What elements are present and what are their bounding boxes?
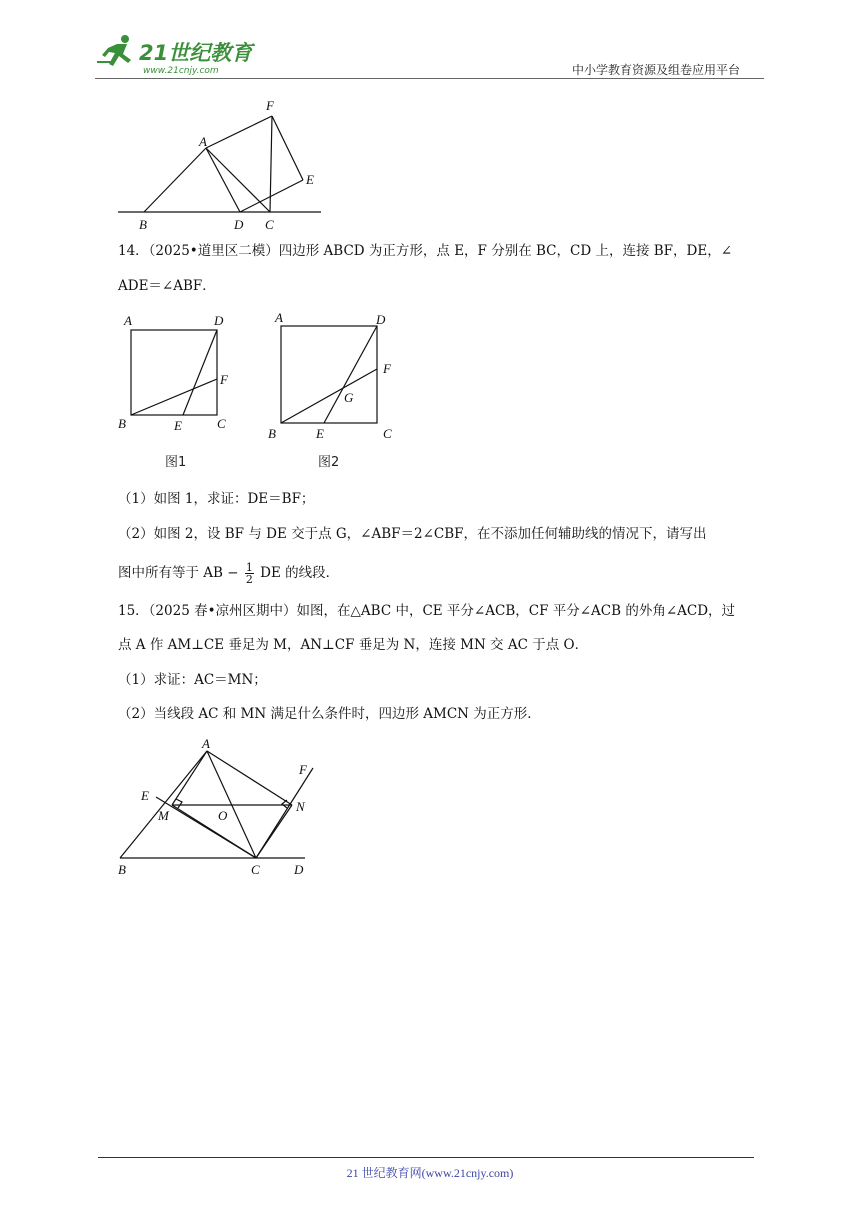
svg-text:D: D — [376, 312, 386, 327]
site-logo — [95, 32, 265, 78]
fraction-half: $\frac{1}{2}$ — [245, 561, 253, 586]
svg-text:C: C — [251, 862, 260, 877]
header-platform-text: 中小学教育资源及组卷应用平台 — [572, 63, 741, 77]
logo-url: www.21cnjy.com — [143, 66, 219, 76]
svg-text:F: F — [220, 372, 228, 387]
label-E: E — [306, 172, 314, 187]
svg-text:A: A — [275, 310, 283, 325]
svg-text:B: B — [118, 862, 126, 877]
svg-text:O: O — [218, 808, 228, 823]
q14-part3-pre: 图中所有等于 AB − — [118, 565, 239, 581]
header-divider — [95, 78, 764, 79]
fig1-caption: 图1 — [165, 455, 187, 470]
label-C: C — [265, 217, 274, 232]
q14-part2: （2）如图 2，设 BF 与 DE 交于点 G，∠ABF＝2∠CBF，在不添加任何辅助线的情况下，请写出 — [118, 526, 707, 542]
svg-text:D: D — [214, 313, 224, 328]
svg-text:A: A — [202, 736, 210, 751]
q14-part3-post: DE 的线段． — [260, 565, 340, 581]
q15-part2: （2）当线段 AC 和 MN 满足什么条件时，四边形 AMCN 为正方形． — [118, 706, 541, 722]
q15-part1: （1）求证：AC＝MN； — [118, 672, 267, 688]
svg-text:A: A — [124, 313, 132, 328]
label-D: D — [234, 217, 244, 232]
q14-stem-line1: 14．（2025•道里区二模）四边形 ABCD 为正方形，点 E，F 分别在 BC，CD 上，连接 BF，DE，∠ — [118, 243, 733, 259]
svg-text:D: D — [294, 862, 304, 877]
footer-text: 21 世纪教育网(www.21cnjy.com) — [346, 1166, 514, 1180]
svg-text:N: N — [296, 799, 305, 814]
svg-text:C: C — [217, 416, 226, 431]
label-F: F — [266, 98, 274, 113]
q15-stem-line1: 15．（2025 春•凉州区期中）如图，在△ABC 中，CE 平分∠ACB，CF 平分∠ACB 的外角∠ACD，过 — [118, 603, 736, 619]
figure-q14-fig2 — [262, 305, 402, 480]
label-A: A — [199, 134, 207, 149]
figure-q14-fig1 — [112, 308, 242, 478]
svg-text:M: M — [158, 808, 169, 823]
logo-text: 21世纪教育 — [139, 41, 253, 65]
svg-text:G: G — [344, 390, 354, 405]
footer-divider — [98, 1157, 754, 1158]
svg-text:C: C — [383, 426, 392, 441]
figure-square-triangle — [112, 95, 332, 235]
figure-q15 — [112, 732, 322, 882]
runner-icon — [97, 35, 131, 66]
svg-text:E: E — [316, 426, 324, 441]
svg-text:B: B — [268, 426, 276, 441]
label-B: B — [139, 217, 147, 232]
svg-text:E: E — [174, 418, 182, 433]
q14-part1: （1）如图 1，求证：DE＝BF； — [118, 491, 315, 507]
svg-text:F: F — [383, 361, 391, 376]
q14-stem-line2: ADE＝∠ABF． — [118, 278, 216, 294]
svg-text:B: B — [118, 416, 126, 431]
svg-text:F: F — [299, 762, 307, 777]
q14-part3 — [118, 562, 339, 585]
q15-stem-line2: 点 A 作 AM⊥CE 垂足为 M，AN⊥CF 垂足为 N，连接 MN 交 AC 于点 O． — [118, 637, 589, 653]
fig2-caption: 图2 — [318, 455, 340, 470]
svg-text:E: E — [141, 788, 149, 803]
